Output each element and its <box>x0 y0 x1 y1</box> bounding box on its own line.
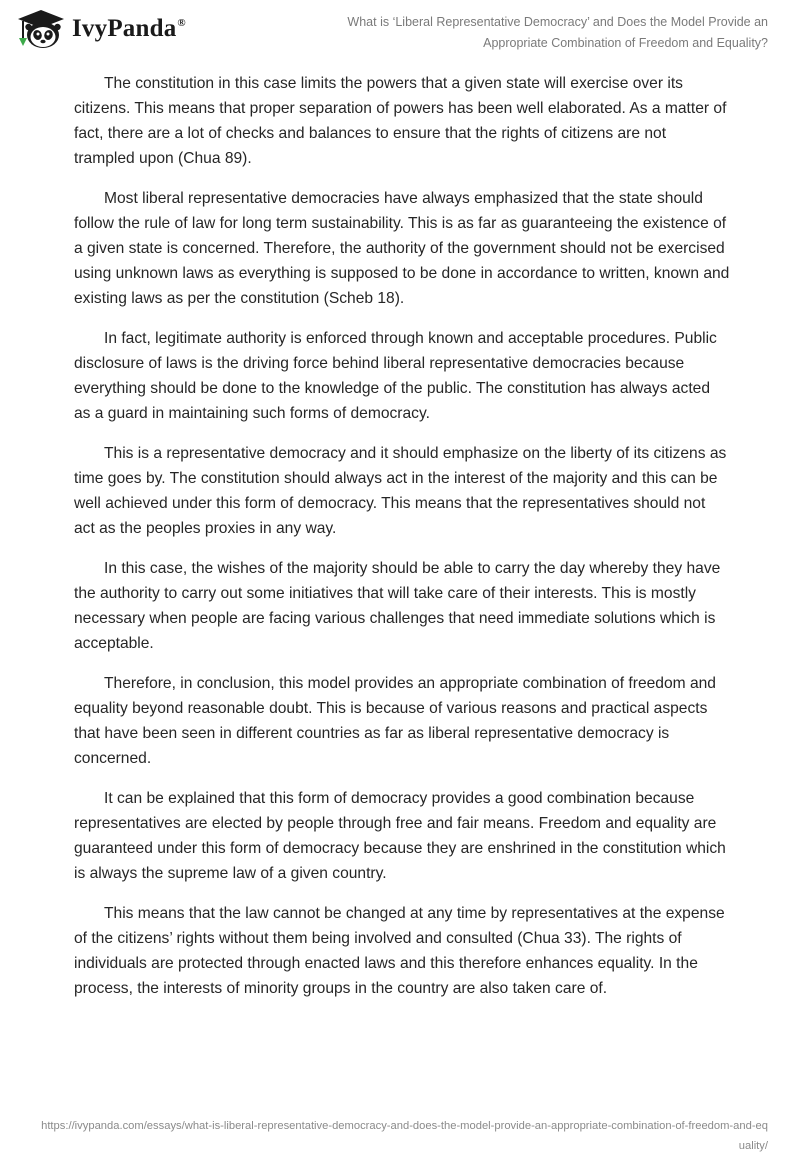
paragraph-2: Most liberal representative democracies have always emphasized that the state should follow the rule of law for long term sustainability. This is as far as guaranteeing the existence of a given state is concerned. Therefore, the authority of the government should not be exercised using unknown laws as everything is supposed to be done in accordance to written, known and existing laws as per the constitution (Scheb 18). <box>74 190 730 307</box>
brand-name-text: IvyPanda <box>72 15 177 42</box>
brand-name <box>72 15 186 43</box>
paragraph-7: It can be explained that this form of democracy provides a good combination because representatives are elected by people through free and fair means. Freedom and equality are guaranteed under this form of democracy because they are enshrined in the constitution which is always the supreme law of a given country. <box>74 790 726 882</box>
document-title: What is ‘Liberal Representative Democracy’ and Does the Model Provide an Appropriate Combination of Freedom and Equality? <box>347 15 768 50</box>
paragraph-1: The constitution in this case limits the powers that a given state will exercise over its citizens. This means that proper separation of powers has been well elaborated. As a matter of fact, there are a lot of checks and balances to ensure that the rights of citizens are not trampled upon (Chua 89). <box>74 75 727 167</box>
paragraph-3: In fact, legitimate authority is enforced through known and acceptable procedures. Public disclosure of laws is the driving force behind liberal representative democracies because everything should be done to the knowledge of the public. The constitution has always acted as a guard in maintaining such forms of democracy. <box>74 330 717 422</box>
paragraph-4: This is a representative democracy and it should emphasize on the liberty of its citizens as time goes by. The constitution should always act in the interest of the majority and this can be well achieved under this form of democracy. This means that the representatives should not act as the peoples proxies in any way. <box>74 445 727 537</box>
page-header <box>0 0 800 60</box>
paragraph-8: This means that the law cannot be changed at any time by representatives at the expense of the citizens’ rights without them being involved and consulted (Chua 33). The rights of individuals are protected through enacted laws and this therefore enhances equality. In the process, the interests of minority groups in the country are also taken care of. <box>74 905 725 997</box>
panda-graduate-icon <box>14 8 66 50</box>
paragraph-5: In this case, the wishes of the majority should be able to carry the day whereby they have the authority to carry out some initiatives that will take care of their interests. This is mostly necessary when people are facing various challenges that need immediate solutions which is acceptable. <box>74 560 721 652</box>
essay-body <box>74 71 730 1016</box>
registered-mark: ® <box>177 17 186 29</box>
source-url[interactable]: https://ivypanda.com/essays/what-is-liberal-representative-democracy-and-does-the-model-provide-an-appropriate-combination-of-freedom-and-equality/ <box>41 1120 768 1152</box>
paragraph-6: Therefore, in conclusion, this model provides an appropriate combination of freedom and equality beyond reasonable doubt. This is because of various reasons and practical aspects that have been seen in different countries as far as liberal representative democracy is concerned. <box>74 675 716 767</box>
brand-logo[interactable] <box>14 8 186 50</box>
